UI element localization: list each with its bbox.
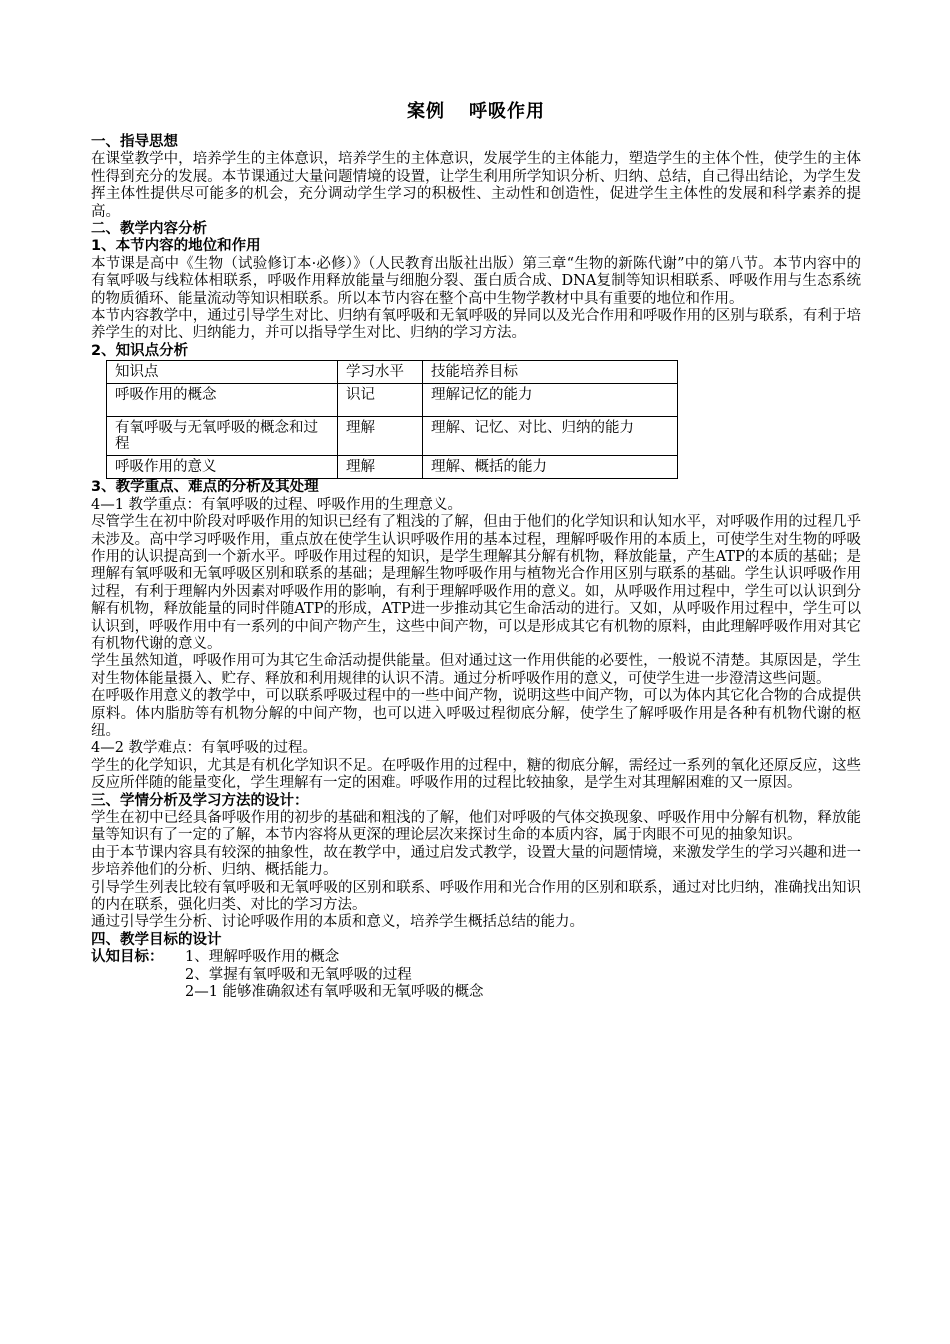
title-topic: 呼吸作用 (469, 101, 545, 122)
table-cell: 理解、概括的能力 (423, 456, 678, 479)
table-cell: 呼吸作用的概念 (107, 384, 338, 417)
goal-item: 2—1 能够准确叙述有氧呼吸和无氧呼吸的概念 (185, 984, 484, 1001)
paragraph: 引导学生列表比较有氧呼吸和无氧呼吸的区别和联系、呼吸作用和光合作用的区别和联系，通过对比归纳，准确找出知识的内在联系，强化归类、对比的学习方法。 (91, 879, 861, 914)
table-cell: 理解 (338, 417, 423, 456)
paragraph: 尽管学生在初中阶段对呼吸作用的知识已经有了粗浅的了解，但由于他们的化学知识和认知水平，对呼吸作用的过程几乎未涉及。高中学习呼吸作用，重点放在使学生认识呼吸作用的基本过程，理解呼吸作用的本质上，可使学生对生物的呼吸作用的认识提高到一个新水平。呼吸作用过程的知识，是学生理解其分解有机物，释放能量，产生ATP的本质的基础；是理解有氧呼吸和无氧呼吸区别和联系的基础；是理解生物呼吸作用与植物光合作用区别与联系的基础。学生认识呼吸作用过程，有利于理解内外因素对呼吸作用的影响，有利于理解呼吸作用的意义。如，从呼吸作用过程中，学生可以认识到分解有机物，释放能量的同时伴随ATP的形成，ATP进一步推动其它生命活动的进行。又如，从呼吸作用过程中，学生可以认识到，呼吸作用中有一系列的中间产物产生，这些中间产物，可以是形成其它有机物的原料，由此理解呼吸作用对其它有机物代谢的意义。 (91, 514, 861, 652)
paragraph: 学生虽然知道，呼吸作用可为其它生命活动提供能量。但对通过这一作用供能的必要性，一般说不清楚。其原因是，学生对生物体能量摄入、贮存、释放和利用规律的认识不清。通过分析呼吸作用的意义，可使学生进一步澄清这些问题。 (91, 653, 861, 687)
table-row (107, 384, 678, 417)
paragraph: 通过引导学生分析、讨论呼吸作用的本质和意义，培养学生概括总结的能力。 (91, 914, 584, 931)
table-header-cell: 学习水平 (338, 361, 423, 384)
document-page (91, 100, 861, 1001)
section-heading-guiding-idea: 一、指导思想 (91, 134, 178, 150)
table-header-row (107, 361, 678, 384)
paragraph: 学生的化学知识，尤其是有机化学知识不足。在呼吸作用的过程中，糖的彻底分解，需经过一系列的氧化还原反应，这些反应所伴随的能量变化，学生理解有一定的困难。呼吸作用的过程比较抽象，是学生对其理解困难的又一原因。 (91, 757, 861, 792)
paragraph: 本节课是高中《生物（试验修订本·必修）》（人民教育出版社出版）第三章“生物的新陈代谢”中的第八节。本节内容中的有氧呼吸与线粒体相联系，呼吸作用释放能量与细胞分裂、蛋白质合成、DNA复制等知识相联系、呼吸作用与生态系统的物质循环、能量流动等知识相联系。所以本节内容在整个高中生物学教材中具有重要的地位和作用。 (91, 255, 861, 307)
section-heading-objectives: 四、教学目标的设计 (91, 931, 222, 948)
table-cell: 识记 (338, 384, 423, 417)
table-cell: 有氧呼吸与无氧呼吸的概念和过程 (107, 417, 338, 456)
table-header-cell: 知识点 (107, 361, 338, 384)
table-row (107, 417, 678, 456)
title-case-label: 案例 (407, 101, 445, 122)
table-cell: 理解、记忆、对比、归纳的能力 (423, 417, 678, 456)
table-cell: 理解 (338, 456, 423, 479)
subheading-key-difficult-points: 3、教学重点、难点的分析及其处理 (91, 479, 319, 496)
goal-item: 2、掌握有氧呼吸和无氧呼吸的过程 (185, 966, 412, 983)
paragraph: 4—2 教学难点：有氧呼吸的过程。 (91, 740, 318, 757)
knowledge-point-table (106, 360, 678, 479)
table-header-cell: 技能培养目标 (423, 361, 678, 384)
paragraph: 4—1 教学重点：有氧呼吸的过程、呼吸作用的生理意义。 (91, 496, 463, 513)
paragraph: 由于本节课内容具有较深的抽象性，故在教学中，通过启发式教学，设置大量的问题情境，来激发学生的学习兴趣和进一步培养他们的分析、归纳、概括能力。 (91, 844, 861, 879)
goal-item: 1、理解呼吸作用的概念 (185, 949, 340, 966)
paragraph: 学生在初中已经具备呼吸作用的初步的基础和粗浅的了解，他们对呼吸的气体交换现象、呼吸作用中分解有机物，释放能量等知识有了一定的了解，本节内容将从更深的理论层次来探讨生命的本质内容，属于肉眼不可见的抽象知识。 (91, 810, 861, 844)
cognitive-goal-label: 认知目标： (91, 949, 164, 966)
table-cell: 理解记忆的能力 (423, 384, 678, 417)
cognitive-goal-row (91, 949, 861, 966)
section-heading-content-analysis: 二、教学内容分析 (91, 221, 207, 238)
table-cell: 呼吸作用的意义 (107, 456, 338, 479)
paragraph: 本节内容教学中，通过引导学生对比、归纳有氧呼吸和无氧呼吸的异同以及光合作用和呼吸作用的区别与联系，有利于培养学生的对比、归纳能力，并可以指导学生对比、归纳的学习方法。 (91, 308, 861, 342)
document-title (91, 100, 861, 124)
table-row (107, 456, 678, 479)
subheading-status-role: 1、本节内容的地位和作用 (91, 238, 261, 255)
section-heading-learner-analysis: 三、学情分析及学习方法的设计： (91, 792, 309, 809)
paragraph: 在课堂教学中，培养学生的主体意识，培养学生的主体意识，发展学生的主体能力，塑造学生的主体个性，使学生的主体性得到充分的发展。本节课通过大量问题情境的设置，让学生利用所学知识分析、归纳、总结，自己得出结论，为学生发挥主体性提供尽可能多的机会，充分调动学生学习的积极性、主动性和创造性，促进学生主体性的发展和科学素养的提高。 (91, 151, 861, 220)
subheading-knowledge-points: 2、知识点分析 (91, 342, 189, 359)
paragraph: 在呼吸作用意义的教学中，可以联系呼吸过程中的一些中间产物，说明这些中间产物，可以为体内其它化合物的合成提供原料。体内脂肪等有机物分解的中间产物，也可以进入呼吸过程彻底分解，使学生了解呼吸作用是各种有机物代谢的枢纽。 (91, 688, 861, 739)
